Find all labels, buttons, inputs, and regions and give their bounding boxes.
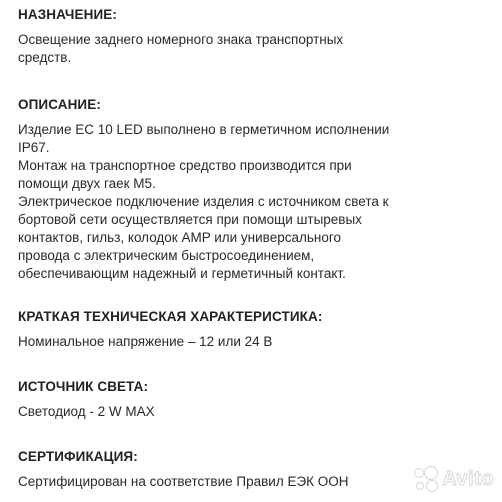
light-source-heading: ИСТОЧНИК СВЕТА: xyxy=(18,379,149,394)
description-line: помощи двух гаек М5. xyxy=(18,176,156,191)
avito-logo-icon xyxy=(412,466,438,492)
specs-line: Номинальное напряжение – 12 или 24 В xyxy=(18,334,273,349)
section-certification xyxy=(18,448,349,491)
description-line: IP67. xyxy=(18,140,50,155)
description-line: контактов, гильз, колодок AMP или универсального xyxy=(18,230,341,245)
section-description xyxy=(18,96,389,283)
specs-heading: КРАТКАЯ ТЕХНИЧЕСКАЯ ХАРАКТЕРИСТИКА: xyxy=(18,309,323,324)
purpose-heading: НАЗНАЧЕНИЕ: xyxy=(18,7,117,22)
watermark-text: Avito xyxy=(442,467,494,490)
purpose-line: средств. xyxy=(18,50,72,65)
purpose-line: Освещение заднего номерного знака транспортных xyxy=(18,32,344,47)
section-technical-specs xyxy=(18,308,322,351)
section-light-source xyxy=(18,378,155,421)
certification-line: Сертифицирован на соответствие Правил ЕЭК ООН xyxy=(18,474,349,489)
section-purpose xyxy=(18,6,343,67)
description-line: Монтаж на транспортное средство производится при xyxy=(18,158,352,173)
description-line: Электрическое подключение изделия с источником света к xyxy=(18,194,389,209)
description-line: обеспечивающим надежный и герметичный контакт. xyxy=(18,266,346,281)
description-heading: ОПИСАНИЕ: xyxy=(18,97,101,112)
description-line: провода с электрическим быстросоединением, xyxy=(18,248,315,263)
description-line: Изделие ЕС 10 LED выполнено в герметичном исполнении xyxy=(18,122,390,137)
avito-watermark xyxy=(412,466,494,492)
description-line: бортовой сети осуществляется при помощи штыревых xyxy=(18,212,362,227)
light-source-line: Светодиод - 2 W MAX xyxy=(18,404,155,419)
certification-heading: СЕРТИФИКАЦИЯ: xyxy=(18,449,138,464)
